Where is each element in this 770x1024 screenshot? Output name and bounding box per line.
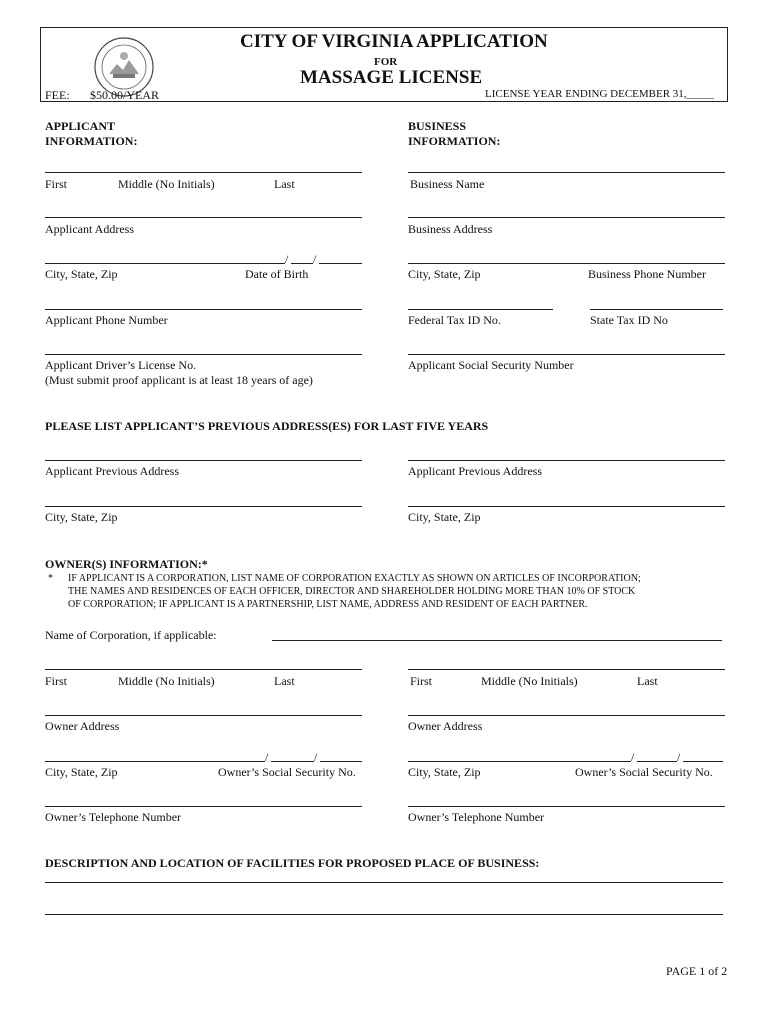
owner2-phone-field[interactable] bbox=[408, 806, 725, 807]
applicant-last-label: Last bbox=[274, 177, 295, 191]
owner1-ssn-end-field[interactable] bbox=[320, 761, 362, 762]
business-csz-label: City, State, Zip bbox=[408, 267, 481, 281]
previous-address-right-field[interactable] bbox=[408, 460, 725, 461]
owner1-last-label: Last bbox=[274, 674, 295, 688]
owner2-ssn-mid-field[interactable] bbox=[637, 761, 677, 762]
owner1-phone-label: Owner’s Telephone Number bbox=[45, 810, 182, 824]
business-address-label: Business Address bbox=[408, 222, 493, 236]
form-for-label: FOR bbox=[374, 56, 398, 68]
owner1-csz-field[interactable] bbox=[45, 761, 265, 762]
previous-csz-left-label: City, State, Zip bbox=[45, 510, 118, 524]
business-phone-label: Business Phone Number bbox=[588, 267, 706, 281]
facilities-heading: DESCRIPTION AND LOCATION OF FACILITIES FOR PROPOSED PLACE OF BUSINESS: bbox=[45, 856, 540, 870]
owners-heading: OWNER(S) INFORMATION:* bbox=[45, 557, 208, 571]
owner2-ssn-label: Owner’s Social Security No. bbox=[575, 765, 713, 779]
owner1-first-label: First bbox=[45, 674, 68, 688]
business-name-field[interactable] bbox=[408, 172, 725, 173]
dob-year-field[interactable] bbox=[319, 263, 362, 264]
business-heading-2: INFORMATION: bbox=[408, 134, 501, 148]
owner1-name-field[interactable] bbox=[45, 669, 362, 670]
applicant-heading-1: APPLICANT bbox=[45, 119, 116, 133]
business-address-field[interactable] bbox=[408, 217, 725, 218]
facilities-line-2[interactable] bbox=[45, 914, 723, 915]
dob-day-field[interactable] bbox=[291, 263, 313, 264]
drivers-license-field[interactable] bbox=[45, 354, 362, 355]
applicant-heading-2: INFORMATION: bbox=[45, 134, 138, 148]
applicant-first-label: First bbox=[45, 177, 68, 191]
owner2-ssn-end-field[interactable] bbox=[683, 761, 723, 762]
owner2-address-label: Owner Address bbox=[408, 719, 483, 733]
owners-note-2: THE NAMES AND RESIDENCES OF EACH OFFICER, DIRECTOR AND SHAREHOLDER HOLDING MORE THAN 10% OF STOCK bbox=[68, 586, 636, 597]
form-title: CITY OF VIRGINIA APPLICATION bbox=[240, 31, 548, 52]
applicant-ssn-field[interactable] bbox=[408, 354, 725, 355]
previous-csz-right-label: City, State, Zip bbox=[408, 510, 481, 524]
state-tax-id-field[interactable] bbox=[590, 309, 723, 310]
license-year: LICENSE YEAR ENDING DECEMBER 31,_____ bbox=[485, 88, 715, 100]
previous-address-left-field[interactable] bbox=[45, 460, 362, 461]
previous-csz-left-field[interactable] bbox=[45, 506, 362, 507]
applicant-address-field[interactable] bbox=[45, 217, 362, 218]
owner1-csz-label: City, State, Zip bbox=[45, 765, 118, 779]
form-subtitle: MASSAGE LICENSE bbox=[300, 67, 483, 88]
applicant-phone-label: Applicant Phone Number bbox=[45, 313, 168, 327]
drivers-license-label: Applicant Driver’s License No. bbox=[45, 358, 197, 372]
state-tax-id-label: State Tax ID No bbox=[590, 313, 668, 327]
applicant-middle-label: Middle (No Initials) bbox=[118, 177, 215, 191]
page-number: PAGE 1 of 2 bbox=[666, 964, 728, 978]
owner1-address-field[interactable] bbox=[45, 715, 362, 716]
federal-tax-id-label: Federal Tax ID No. bbox=[408, 313, 501, 327]
fee-label: FEE: bbox=[45, 88, 70, 102]
owner2-last-label: Last bbox=[637, 674, 658, 688]
business-csz-field[interactable] bbox=[408, 263, 725, 264]
corp-name-label: Name of Corporation, if applicable: bbox=[45, 628, 217, 642]
owner1-phone-field[interactable] bbox=[45, 806, 362, 807]
owners-note-3: OF CORPORATION; IF APPLICANT IS A PARTNERSHIP, LIST NAME, ADDRESS AND RESIDENT OF EACH PARTNER. bbox=[68, 599, 588, 610]
owner2-middle-label: Middle (No Initials) bbox=[481, 674, 578, 688]
owner1-address-label: Owner Address bbox=[45, 719, 120, 733]
owner1-middle-label: Middle (No Initials) bbox=[118, 674, 215, 688]
facilities-line-1[interactable] bbox=[45, 882, 723, 883]
applicant-csz-field[interactable] bbox=[45, 263, 285, 264]
owner2-csz-label: City, State, Zip bbox=[408, 765, 481, 779]
previous-address-right-label: Applicant Previous Address bbox=[408, 464, 542, 478]
owner2-address-field[interactable] bbox=[408, 715, 725, 716]
age-note: (Must submit proof applicant is at least 18 years of age) bbox=[45, 373, 313, 387]
federal-tax-id-field[interactable] bbox=[408, 309, 553, 310]
owner2-csz-field[interactable] bbox=[408, 761, 631, 762]
previous-csz-right-field[interactable] bbox=[408, 506, 725, 507]
applicant-phone-field[interactable] bbox=[45, 309, 362, 310]
owner2-phone-label: Owner’s Telephone Number bbox=[408, 810, 545, 824]
previous-address-heading: PLEASE LIST APPLICANT’S PREVIOUS ADDRESS(ES) FOR LAST FIVE YEARS bbox=[45, 419, 489, 433]
applicant-csz-label: City, State, Zip bbox=[45, 267, 118, 281]
applicant-ssn-label: Applicant Social Security Number bbox=[408, 358, 574, 372]
owners-note-1: IF APPLICANT IS A CORPORATION, LIST NAME OF CORPORATION EXACTLY AS SHOWN ON ARTICLES OF INCORPORATION; bbox=[68, 573, 641, 584]
owners-note-star: * bbox=[48, 573, 53, 584]
fee-value: $50.00/YEAR bbox=[90, 88, 159, 102]
owner2-name-field[interactable] bbox=[408, 669, 725, 670]
business-name-label: Business Name bbox=[410, 177, 485, 191]
applicant-name-field[interactable] bbox=[45, 172, 362, 173]
owner1-ssn-label: Owner’s Social Security No. bbox=[218, 765, 356, 779]
previous-address-left-label: Applicant Previous Address bbox=[45, 464, 179, 478]
owner2-first-label: First bbox=[410, 674, 433, 688]
corp-name-field[interactable] bbox=[272, 640, 722, 641]
owner1-ssn-mid-field[interactable] bbox=[271, 761, 314, 762]
business-heading-1: BUSINESS bbox=[408, 119, 467, 133]
applicant-address-label: Applicant Address bbox=[45, 222, 134, 236]
dob-label: Date of Birth bbox=[245, 267, 309, 281]
